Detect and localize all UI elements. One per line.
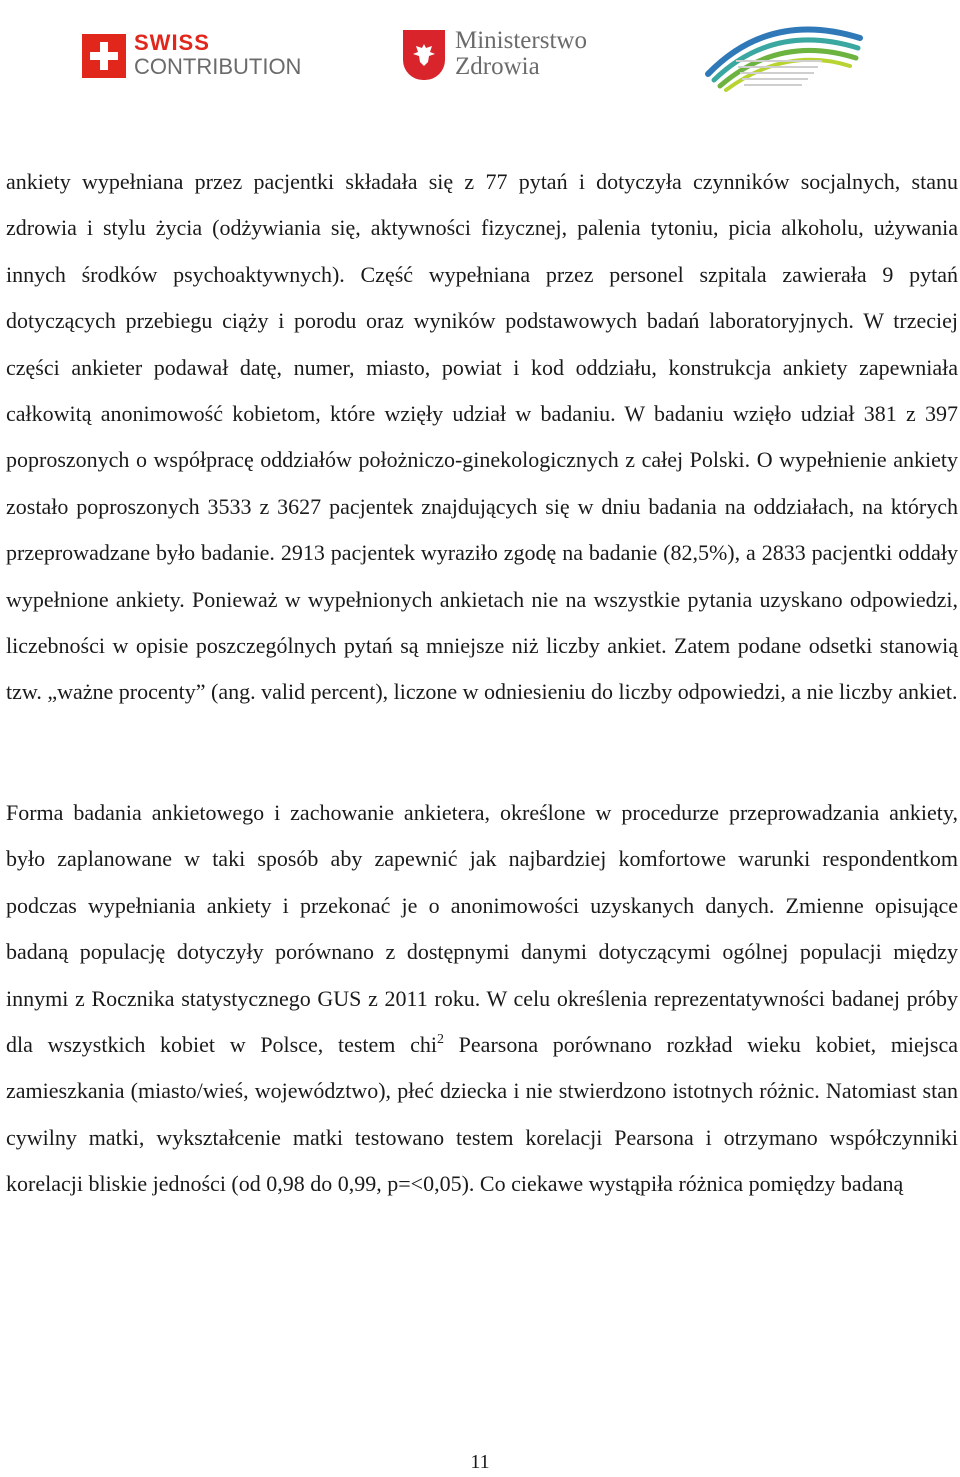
ministry-of-health-logo: [403, 28, 603, 84]
page-header: [0, 0, 960, 110]
document-body: [6, 159, 958, 1208]
superscript-two: 2: [436, 1031, 444, 1047]
paragraph-text-start: Forma badania ankietowego i zachowanie ankietera, określone w procedurze przeprowadzania ankiety, było zaplanowane w taki sposób aby zapewnić jak najbardziej komfortowe warunki respondentkom podczas wypełniania ankiety i przekonać je o anonimowości uzyskanych danych. Zmienne opisujące badaną populację dotyczyły porównano z dostępnymi danymi dotyczącymi ogólnej populacji między innymi z Rocznika statystycznego GUS z 2011 roku. W celu określenia reprezentatywności badanej próby dla wszystkich kobiet w Polsce, testem chi: [6, 799, 958, 1057]
swiss-logo-line1: SWISS: [134, 30, 210, 55]
paragraph-methods: ankiety wypełniana przez pacjentki składała się z 77 pytań i dotyczyła czynników socjalnych, stanu zdrowia i stylu życia (odżywiania się, aktywności fizycznej, palenia tytoniu, picia alkoholu, używania innych środków psychoaktywnych). Część wypełniana przez personel szpitala zawierała 9 pytań dotyczących przebiegu ciąży i porodu oraz wyników podstawowych badań laboratoryjnych. W trzeciej części ankieter podawał datę, numer, miasto, powiat i kod oddziału, konstrukcja ankiety zapewniała całkowitą anonimowość kobietom, które wzięły udział w badaniu. W badaniu wzięło udział 381 z 397 poproszonych o współpracę oddziałów położniczo-ginekologicznych z całej Polski. O wypełnienie ankiety zostało poproszonych 3533 z 3627 pacjentek znajdujących się w dniu badania na oddziałach, na których przeprowadzane było badanie. 2913 pacjentek wyraziło zgodę na badanie (82,5%), a 2833 pacjentki oddały wypełnione ankiety. Ponieważ w wypełnionych ankietach nie na wszystkie pytania uzyskano odpowiedzi, liczebności w opisie poszczególnych pytań są mniejsze niż liczby ankiet. Zatem podane odsetki stanowią tzw. „ważne procenty” (ang. valid percent), liczone w odniesieniu do liczby odpowiedzi, a nie liczby ankiet.: [6, 169, 958, 705]
ministry-logo-line1: Ministerstwo: [455, 27, 587, 54]
paragraph-text-end: Pearsona porównano rozkład wieku kobiet, miejsca zamieszkania (miasto/wieś, województwo), płeć dziecka i nie stwierdzono istotnych różnic. Natomiast stan cywilny matki, wykształcenie matki testowano testem korelacji Pearsona i otrzymano współczynniki korelacji bliskie jedności (od 0,98 do 0,99, p=<0,05). Co ciekawe wystąpiła różnica pomiędzy badaną: [6, 1031, 959, 1197]
swiss-logo-text: [134, 31, 301, 79]
colored-arcs-icon: [700, 16, 870, 96]
ministry-logo-text: [455, 28, 587, 80]
program-arc-logo: [700, 16, 870, 96]
swiss-contribution-logo: [82, 31, 302, 81]
polish-eagle-crest-icon: [403, 30, 445, 80]
swiss-logo-line2: CONTRIBUTION: [134, 54, 302, 79]
page-number: 11: [470, 1451, 490, 1473]
swiss-cross-icon: [82, 34, 126, 78]
eagle-icon: [412, 42, 436, 68]
ministry-logo-line2: Zdrowia: [455, 53, 540, 80]
paragraph-representativeness: [6, 790, 958, 1208]
